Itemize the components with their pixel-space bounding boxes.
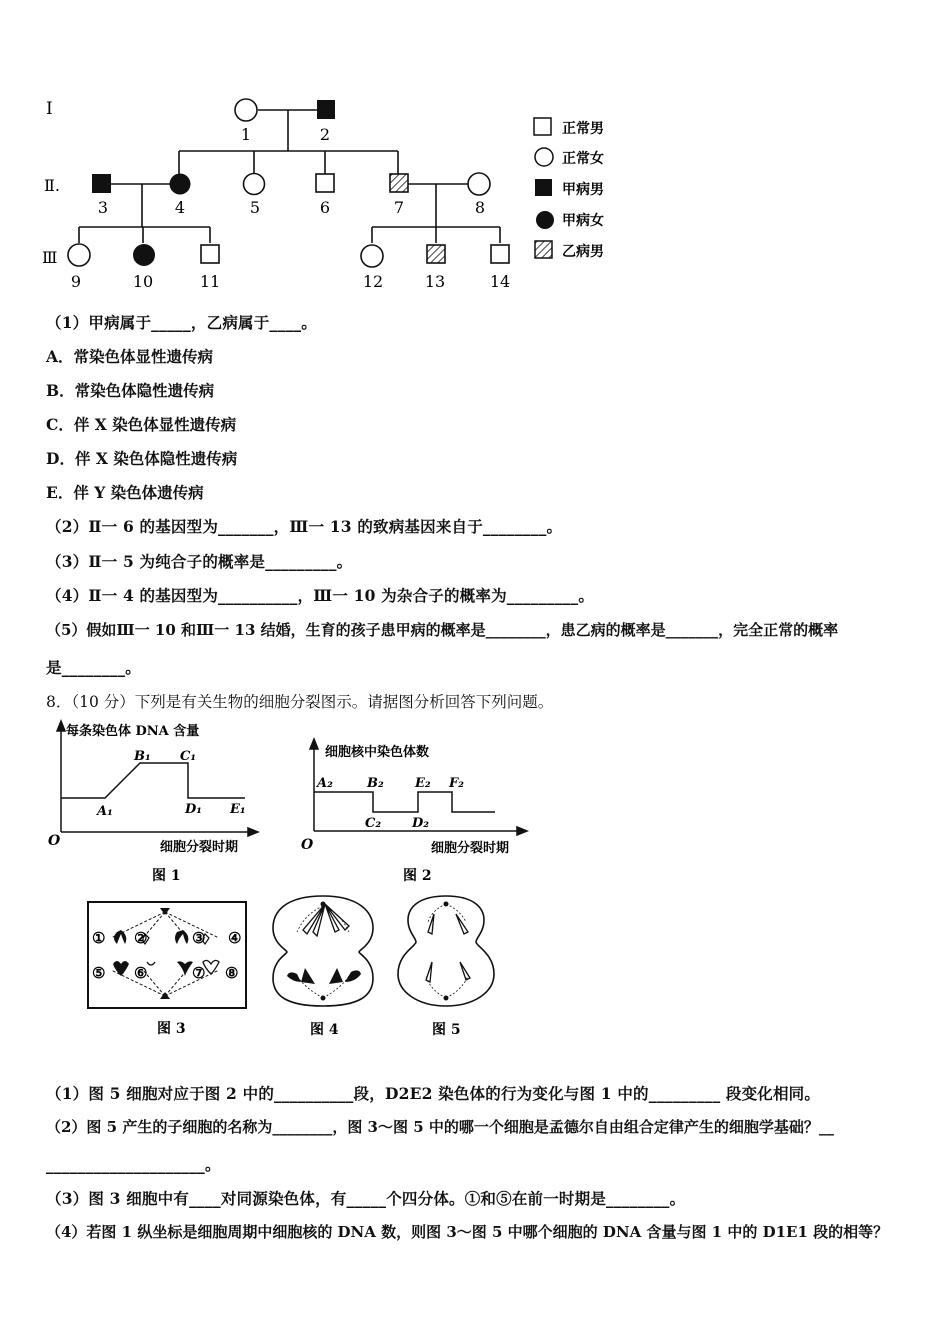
- individual-2: [317, 100, 335, 119]
- individual-10: [133, 244, 155, 266]
- id-12: 12: [362, 272, 384, 291]
- id-14: 14: [489, 272, 511, 291]
- id-7: 7: [393, 198, 405, 217]
- fig2-point-f2: F₂: [449, 776, 464, 791]
- fig1-xlabel: 细胞分裂时期: [160, 840, 239, 855]
- fig3-num-6: ⑥: [134, 964, 148, 982]
- fig1-point-e1: E₁: [230, 802, 246, 817]
- fig3-num-4: ④: [228, 929, 242, 947]
- individual-14: [491, 245, 509, 263]
- fig2-xlabel: 细胞分裂时期: [431, 841, 510, 856]
- individual-8: [468, 173, 490, 195]
- gen-label-3: Ⅲ: [42, 248, 58, 267]
- legend-normal-male: 正常男: [562, 121, 604, 137]
- q7-option-a: A．常染色体显性遗传病: [46, 347, 214, 366]
- fig1-point-b1: B₁: [134, 749, 151, 764]
- q7-option-b: B．常染色体隐性遗传病: [46, 381, 215, 400]
- q7-sub5-line1: （5）假如Ⅲ一 10 和Ⅲ一 13 结婚，生育的孩子患甲病的概率是________，患乙病的概率是_______，完全正常的概率: [46, 621, 839, 639]
- legend-yi-male: 乙病男: [562, 244, 604, 260]
- fig1-point-a1: A₁: [97, 804, 113, 819]
- fig2-point-d2: D₂: [412, 816, 429, 831]
- fig3-num-1: ①: [92, 929, 106, 947]
- fig1-origin: O: [48, 833, 61, 849]
- q8-header: 8．（10 分）下列是有关生物的细胞分裂图示。请据图分析回答下列问题。: [46, 693, 554, 711]
- gen-label-2: Ⅱ.: [44, 176, 60, 195]
- fig3-num-3: ③: [192, 929, 206, 947]
- id-3: 3: [97, 198, 109, 217]
- fig1-caption: 图 1: [152, 868, 181, 884]
- q7-option-e: E．伴 Y 染色体遗传病: [46, 483, 204, 502]
- fig2-origin: O: [301, 837, 314, 853]
- individual-6: [316, 174, 334, 192]
- individual-5: [244, 174, 265, 195]
- fig2-ylabel: 细胞核中染色体数: [325, 745, 430, 760]
- fig2-point-e2: E₂: [415, 776, 431, 791]
- q7-sub3: （3）Ⅱ一 5 为纯合子的概率是_________。: [46, 552, 353, 571]
- q7-sub5-line2: 是________。: [46, 658, 142, 677]
- legend-jia-male: 甲病男: [562, 182, 604, 198]
- fig2-point-a2: A₂: [317, 776, 333, 791]
- q8-sub3: （3）图 3 细胞中有____对同源染色体，有_____个四分体。①和⑤在前一时期是________。: [46, 1189, 686, 1208]
- id-4: 4: [174, 198, 186, 217]
- figure-4: [265, 892, 385, 1044]
- individual-11: [201, 245, 219, 263]
- id-1: 1: [240, 125, 252, 144]
- individual-13: [427, 245, 445, 263]
- legend-jia-female: 甲病女: [562, 213, 604, 229]
- individual-3: [92, 174, 111, 193]
- individual-4: [170, 174, 191, 195]
- fig1-point-c1: C₁: [180, 749, 197, 764]
- fig2-point-c2: C₂: [365, 816, 382, 831]
- fig3-caption: 图 3: [157, 1021, 186, 1037]
- id-5: 5: [249, 198, 261, 217]
- individual-1: [235, 99, 257, 121]
- q8-sub2-line2: ____________________。: [46, 1155, 221, 1174]
- figure-5: [390, 892, 505, 1044]
- fig1-ylabel: 每条染色体 DNA 含量: [66, 724, 200, 739]
- q7-sub4: （4）Ⅱ一 4 的基因型为__________，Ⅲ一 10 为杂合子的概率为_________。: [46, 586, 595, 605]
- id-9: 9: [70, 272, 82, 291]
- id-8: 8: [474, 198, 486, 217]
- fig5-caption: 图 5: [432, 1022, 461, 1038]
- individual-12: [361, 245, 383, 267]
- legend-normal-female: 正常女: [562, 151, 604, 167]
- fig2-point-b2: B₂: [367, 776, 384, 791]
- q8-sub4: （4）若图 1 纵坐标是细胞周期中细胞核的 DNA 数，则图 3～图 5 中哪个细胞的 DNA 含量与图 1 中的 D1E1 段的相等？: [46, 1223, 889, 1241]
- fig3-num-5: ⑤: [92, 964, 106, 982]
- individual-7: [390, 174, 408, 192]
- id-2: 2: [319, 125, 331, 144]
- id-13: 13: [424, 272, 446, 291]
- fig3-num-7: ⑦: [192, 964, 206, 982]
- figure-2: [295, 735, 535, 890]
- q7-option-d: D．伴 X 染色体隐性遗传病: [46, 449, 238, 468]
- fig4-caption: 图 4: [310, 1022, 339, 1038]
- q8-sub2-line1: （2）图 5 产生的子细胞的名称为________，图 3～图 5 中的哪一个细胞是孟德尔自由组合定律产生的细胞学基础？__: [46, 1118, 834, 1136]
- fig3-num-2: ②: [134, 929, 148, 947]
- id-11: 11: [199, 272, 221, 291]
- pedigree-legend: [534, 118, 604, 260]
- q7-sub2: （2）Ⅱ一 6 的基因型为_______，Ⅲ一 13 的致病基因来自于________。: [46, 517, 563, 536]
- pedigree-chart: [0, 80, 650, 305]
- q7-option-c: C．伴 X 染色体显性遗传病: [46, 415, 237, 434]
- id-6: 6: [319, 198, 331, 217]
- fig1-point-d1: D₁: [185, 802, 202, 817]
- figure-3: [85, 898, 255, 1043]
- fig3-num-8: ⑧: [225, 964, 239, 982]
- fig2-caption: 图 2: [403, 868, 432, 884]
- figure-1: [40, 715, 280, 890]
- id-10: 10: [132, 272, 154, 291]
- q7-sub1: （1）甲病属于_____，乙病属于____。: [46, 313, 317, 332]
- gen-label-1: I: [46, 99, 53, 119]
- q8-sub1: （1）图 5 细胞对应于图 2 中的__________段，D2E2 染色体的行为变化与图 1 中的_________ 段变化相同。: [46, 1084, 821, 1103]
- individual-9: [68, 244, 90, 266]
